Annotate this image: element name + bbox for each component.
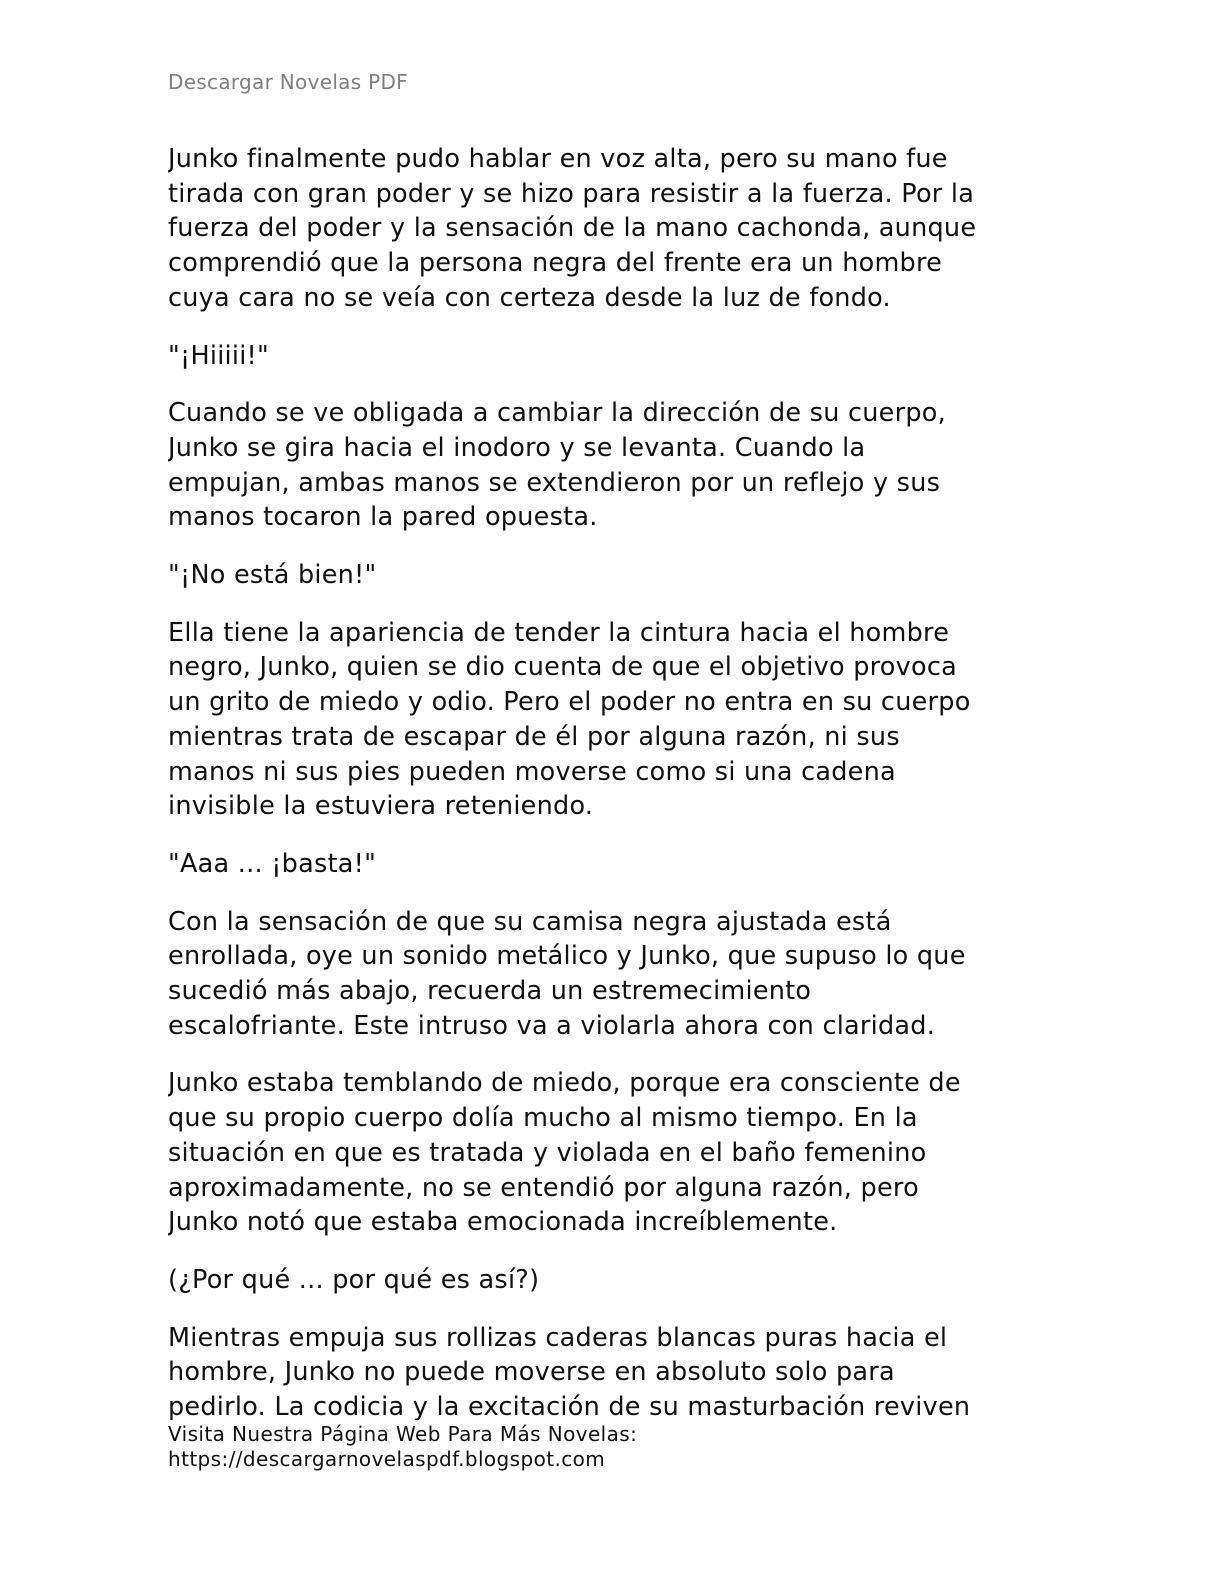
footer-website-url: https://descargarnovelaspdf.blogspot.com (168, 1447, 606, 1471)
thought-line: (¿Por qué ... por qué es así?) (168, 1264, 540, 1295)
dialogue-line: "¡No está bien!" (168, 560, 377, 591)
dialogue-line: "¡Hiiiii!" (168, 340, 270, 371)
paragraph: Cuando se ve obligada a cambiar la dirección de su cuerpo, Junko se gira hacia el inodoro y se levanta. Cuando la empujan, ambas manos se extendieron por un reflejo y sus manos tocaron la pared opuesta. (168, 398, 946, 533)
paragraph: Con la sensación de que su camisa negra ajustada está enrollada, oye un sonido metálico y Junko, que supuso lo que sucedió más abajo, recuerda un estremecimiento escalofriante. Este intruso va a violarla ahora con claridad. (168, 906, 966, 1041)
body-text (168, 142, 1038, 1420)
paragraph: Mientras empuja sus rollizas caderas blancas puras hacia el hombre, Junko no puede moverse en absoluto solo para pedirlo. La codicia y la excitación de su masturbación reviven (168, 1322, 971, 1420)
paragraph: Junko finalmente pudo hablar en voz alta, pero su mano fue tirada con gran poder y se hizo para resistir a la fuerza. Por la fuerza del poder y la sensación de la mano cachonda, aunque comprendió que la persona negra del frente era un hombre cuya cara no se veía con certeza desde la luz de fondo. (168, 144, 977, 313)
paragraph: Junko estaba temblando de miedo, porque era consciente de que su propio cuerpo dolía mucho al mismo tiempo. En la situación en que es tratada y violada en el baño femenino aproximadamente, no se entendió por alguna razón, pero Junko notó que estaba emocionada increíblemente. (168, 1068, 961, 1238)
footer-promo-text: Visita Nuestra Página Web Para Más Novelas: (168, 1422, 638, 1446)
paragraph: Ella tiene la apariencia de tender la cintura hacia el hombre negro, Junko, quien se dio cuenta de que el objetivo provoca un grito de miedo y odio. Pero el poder no entra en su cuerpo mientras trata de escapar de él por alguna razón, ni sus manos ni sus pies pueden moverse como si una cadena invisible la estuviera reteniendo. (168, 617, 971, 822)
running-header: Descargar Novelas PDF (168, 70, 408, 94)
dialogue-line: "Aaa ... ¡basta!" (168, 848, 377, 879)
page-footer (168, 1422, 637, 1472)
